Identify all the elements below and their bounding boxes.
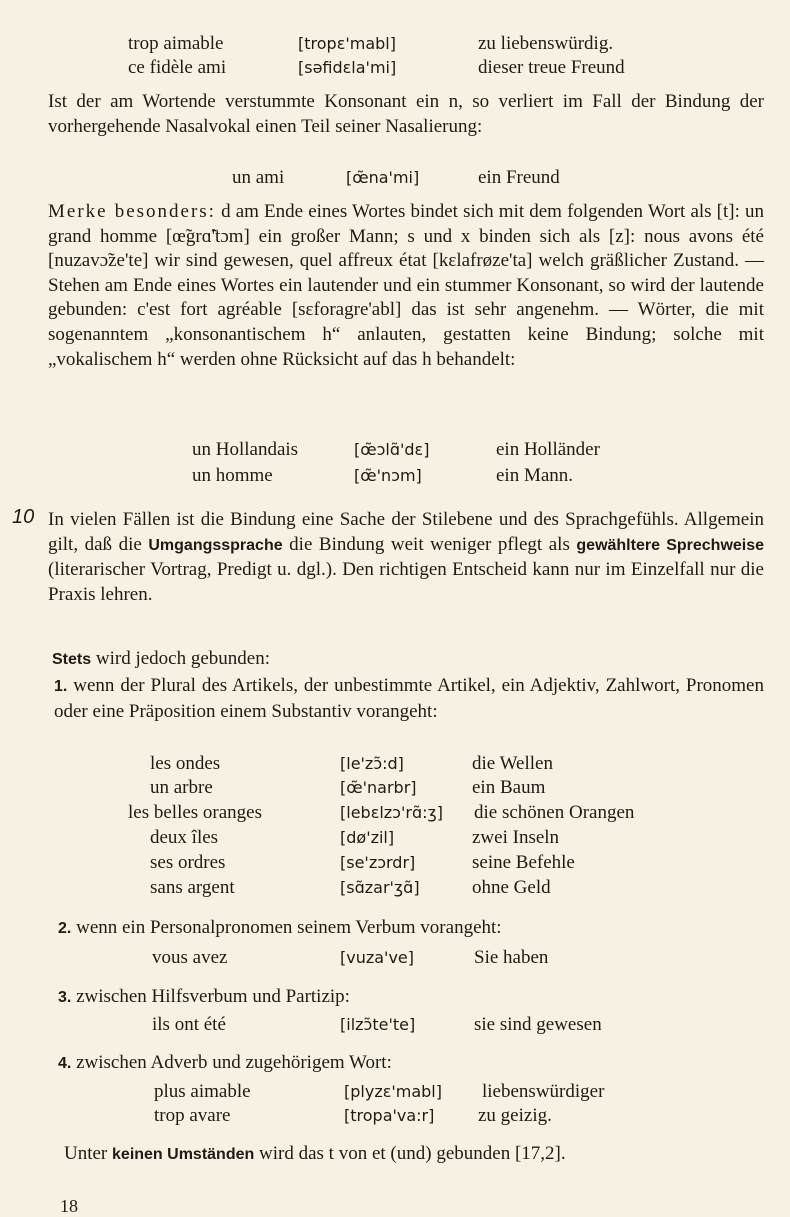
ipa-transcription: [tropɛ'mabl]	[298, 34, 396, 53]
bold-term: Umgangssprache	[148, 536, 283, 554]
ipa-transcription: [plyzɛ'mabl]	[344, 1082, 442, 1101]
french-term: trop avare	[154, 1105, 231, 1126]
ipa-transcription: [le'zɔ̃:d]	[340, 754, 404, 773]
ipa-transcription: [lebɛlzɔ'rɑ̃:ʒ]	[340, 803, 443, 822]
rule-text: zwischen Adverb und zugehörigem Wort:	[76, 1052, 392, 1073]
merke-text: d am Ende eines Wortes bindet sich mit dem folgenden Wort als [t]: un grand homme [œ̃grɑ̃'tɔm] ein großer Mann; s und x binden sich als [z]: nous avons été [nuzavɔ̃ze'te] wir sind gewesen, quel affreux état [kɛlafrøze'ta] welch gräßlicher Zustand. — Stehen am Ende eines Wortes ein lautender und ein stummer Konsonant, so wird der lautende gebunden: c'est fort agréable [sɛforagre'abl] das ist sehr angenehm. — Wörter, die mit sogenanntem „konsonantischem h“ anlauten, gestatten keine Bindung; solche mit „vokalischem h“ werden ohne Rücksicht auf das h behandelt:	[48, 201, 764, 370]
french-term: un ami	[232, 167, 285, 188]
german-translation: zu liebenswürdig.	[478, 33, 614, 54]
german-translation: Sie haben	[474, 947, 549, 968]
french-term: deux îles	[150, 827, 219, 848]
german-translation: ein Mann.	[496, 465, 574, 486]
bold-term: Stets	[52, 651, 92, 668]
paragraph-merke	[48, 200, 764, 372]
german-translation: sie sind gewesen	[474, 1014, 602, 1035]
paragraph-nasal: Ist der am Wortende verstummte Konsonant ein n, so verliert im Fall der Bindung der vorhergehende Nasalvokal einen Teil seiner Nasalierung:	[48, 91, 764, 137]
french-term: les belles oranges	[128, 802, 263, 823]
german-translation: zu geizig.	[478, 1105, 552, 1126]
rule-text: wenn der Plural des Artikels, der unbestimmte Artikel, ein Adjektiv, Zahlwort, Pronomen oder eine Präposition einem Substantiv vorangeht:	[54, 675, 764, 722]
ipa-transcription: [sɑ̃zar'ʒɑ̃]	[340, 878, 420, 897]
rule-4	[58, 1051, 392, 1076]
german-translation: ein Holländer	[496, 439, 600, 460]
french-term: un Hollandais	[192, 439, 299, 460]
french-term: un homme	[192, 465, 273, 486]
rule-number: 1.	[54, 678, 68, 695]
rule-3	[58, 985, 350, 1010]
rule-number: 4.	[58, 1055, 72, 1072]
ipa-transcription: [dø'zil]	[340, 828, 395, 847]
german-translation: dieser treue Freund	[478, 57, 625, 78]
french-term: trop aimable	[128, 33, 224, 54]
para-text: die Bindung weit weniger pflegt als	[289, 533, 570, 555]
french-term: un arbre	[150, 777, 213, 798]
ipa-transcription: [se'zɔrdr]	[340, 853, 416, 872]
rule-text: wenn ein Personalpronomen seinem Verbum vorangeht:	[76, 917, 502, 938]
paragraph-section-10	[48, 508, 764, 607]
para-text: (literarischer Vortrag, Predigt u. dgl.). Den richtigen Entscheid kann nur im Einzelfall nur die Praxis lehren.	[48, 559, 764, 605]
bold-term: keinen Umständen	[112, 1146, 255, 1163]
french-term: vous avez	[152, 947, 228, 968]
german-translation: zwei Inseln	[472, 827, 560, 848]
section-number: 10	[12, 506, 35, 528]
rule-1	[54, 674, 764, 724]
para-text: In vielen Fällen ist die Bindung eine Sache der Stilebene und des Sprachgefühls. Allgemein gilt, daß die	[48, 509, 764, 555]
german-translation: seine Befehle	[472, 852, 575, 873]
french-term: sans argent	[150, 877, 235, 898]
ipa-transcription: [səfidɛla'mi]	[298, 58, 397, 77]
german-translation: liebenswürdiger	[482, 1081, 605, 1102]
ipa-transcription: [œ̃'nɔm]	[354, 466, 422, 485]
german-translation: ohne Geld	[472, 877, 551, 898]
stets-heading	[52, 647, 270, 672]
french-term: les ondes	[150, 753, 221, 774]
heading-text: wird jedoch gebunden:	[95, 648, 270, 669]
french-term: ses ordres	[150, 852, 226, 873]
german-translation: ein Baum	[472, 777, 546, 798]
bold-term: gewähltere Sprechweise	[576, 536, 765, 554]
merke-label: Merke besonders:	[48, 201, 216, 222]
rule-number: 3.	[58, 989, 72, 1006]
ipa-transcription: [œ̃na'mi]	[346, 168, 420, 187]
german-translation: die Wellen	[472, 753, 553, 774]
ipa-transcription: [œ̃ɔlɑ̃'dɛ]	[354, 440, 430, 459]
ipa-transcription: [œ̃'narbr]	[340, 778, 417, 797]
french-term: plus aimable	[154, 1081, 251, 1102]
note-text: wird das t von et (und) gebunden [17,2].	[259, 1143, 566, 1164]
ipa-transcription: [tropa'va:r]	[344, 1106, 435, 1125]
page-number: 18	[60, 1196, 78, 1216]
german-translation: die schönen Orangen	[474, 802, 635, 823]
rule-number: 2.	[58, 920, 72, 937]
rule-text: zwischen Hilfsverbum und Partizip:	[76, 986, 350, 1007]
final-note	[64, 1142, 566, 1167]
ipa-transcription: [vuza've]	[340, 948, 415, 967]
french-term: ce fidèle ami	[128, 57, 227, 78]
french-term: ils ont été	[152, 1014, 226, 1035]
note-text: Unter	[64, 1143, 108, 1164]
german-translation: ein Freund	[478, 167, 560, 188]
rule-2	[58, 916, 502, 941]
ipa-transcription: [ilzɔ̃te'te]	[340, 1015, 416, 1034]
